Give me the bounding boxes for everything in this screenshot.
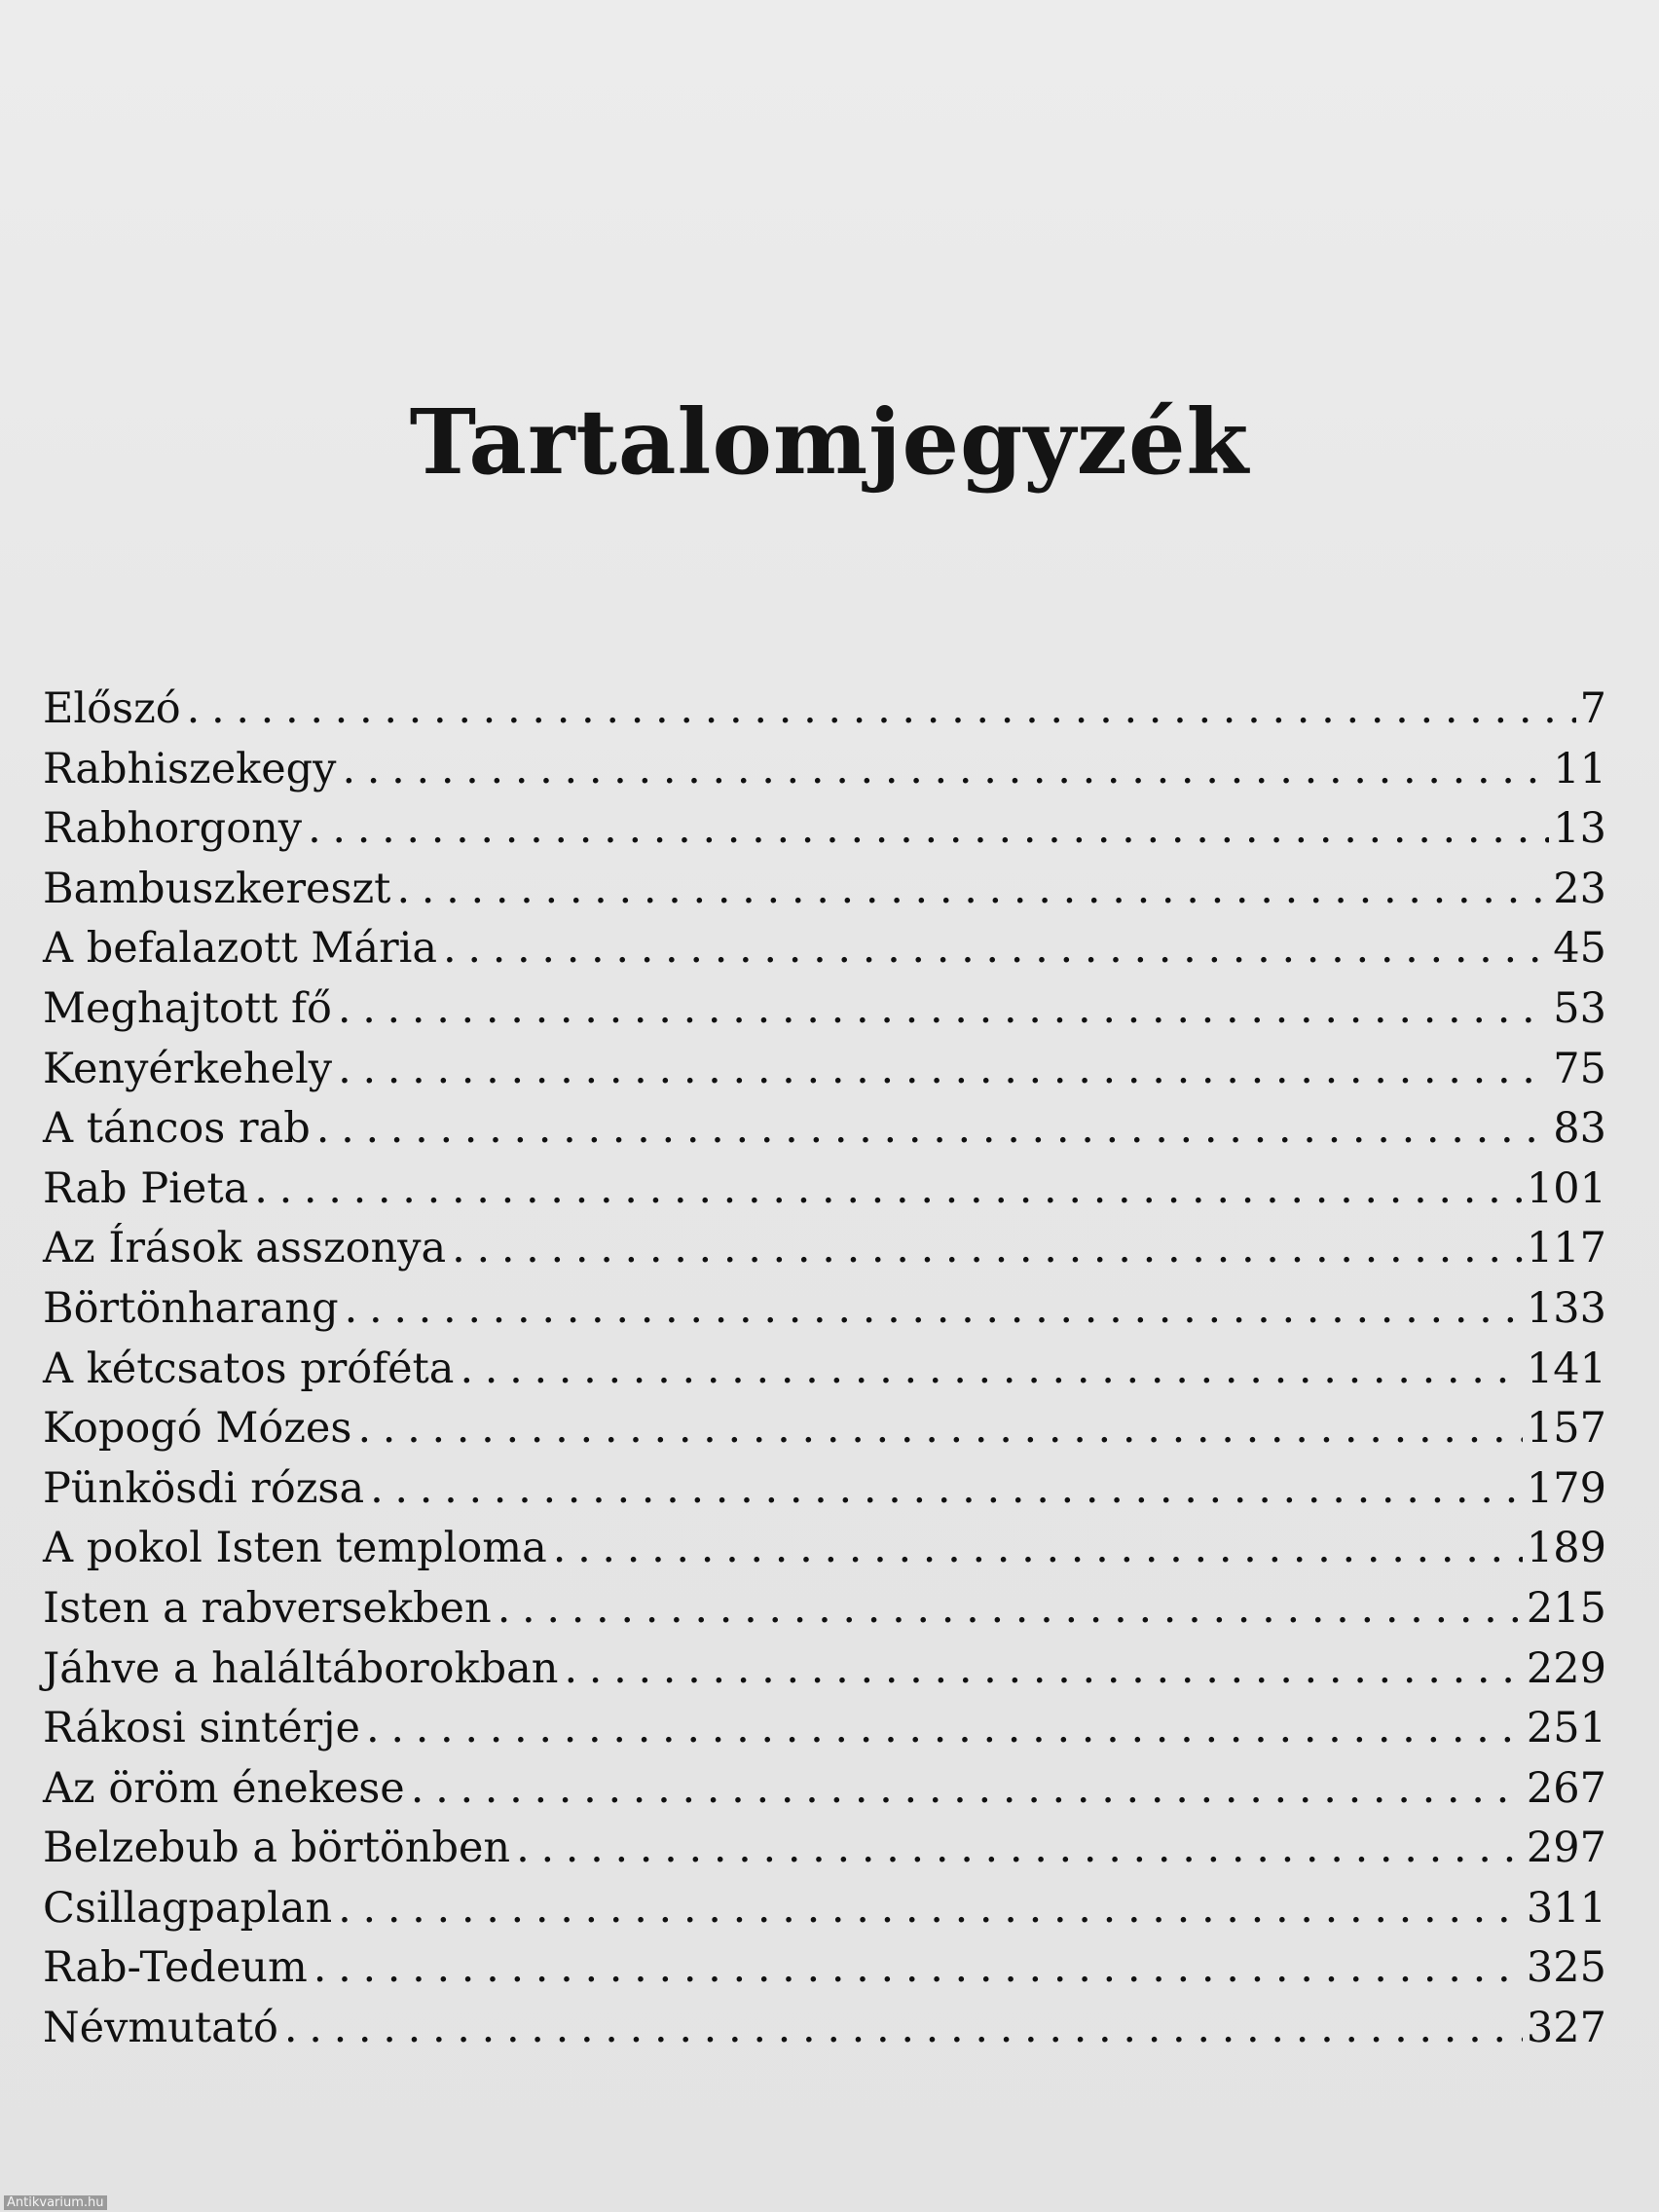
toc-entry-title: Bambuszkereszt: [43, 864, 391, 913]
toc-entry-page: 311: [1526, 1883, 1606, 1933]
toc-dot-leader: [411, 1759, 1523, 1820]
toc-dot-leader: [338, 979, 1549, 1040]
toc-dot-leader: [443, 919, 1549, 979]
toc-entry: [43, 740, 1606, 800]
toc-entry-page: 83: [1553, 1104, 1606, 1154]
toc-entry-page: 133: [1526, 1283, 1606, 1333]
toc-entry-page: 229: [1526, 1643, 1606, 1693]
toc-entry-title: Meghajtott fő: [43, 983, 332, 1033]
toc-entry: [43, 1938, 1606, 1999]
toc-entry-page: 11: [1553, 744, 1606, 793]
toc-entry-page: 23: [1553, 864, 1606, 913]
toc-entry-page: 215: [1526, 1583, 1606, 1633]
toc-entry-title: Jáhve a haláltáborokban: [43, 1643, 559, 1693]
toc-dot-leader: [345, 1279, 1523, 1340]
toc-entry-title: A kétcsatos próféta: [43, 1344, 455, 1393]
toc-entry: [43, 860, 1606, 920]
toc-entry: [43, 1459, 1606, 1520]
toc-entry-page: 13: [1553, 804, 1606, 854]
toc-dot-leader: [313, 1938, 1523, 1999]
toc-dot-leader: [284, 1999, 1523, 2059]
toc-entry: [43, 1040, 1606, 1100]
toc-dot-leader: [308, 799, 1549, 860]
toc-entry-page: 325: [1526, 1943, 1606, 1993]
toc-dot-leader: [316, 1099, 1550, 1160]
toc-entry: [43, 799, 1606, 860]
toc-entry-page: 297: [1526, 1824, 1606, 1873]
toc-entry: [43, 1099, 1606, 1160]
toc-entry-page: 157: [1526, 1404, 1606, 1454]
toc-entry: [43, 1279, 1606, 1340]
toc-entry-page: 267: [1526, 1763, 1606, 1813]
toc-entry: [43, 1819, 1606, 1879]
toc-entry: [43, 1699, 1606, 1759]
toc-entry-title: Névmutató: [43, 2004, 278, 2053]
toc-entry-title: Belzebub a börtönben: [43, 1824, 511, 1873]
toc-dot-leader: [564, 1640, 1522, 1700]
toc-entry-page: 101: [1526, 1163, 1606, 1213]
toc-entry: [43, 979, 1606, 1040]
toc-entry-page: 53: [1553, 983, 1606, 1033]
toc-entry-page: 45: [1553, 924, 1606, 974]
watermark: Antikvarium.hu: [4, 2195, 107, 2210]
table-of-contents: [43, 680, 1606, 2059]
toc-entry: [43, 1519, 1606, 1579]
toc-dot-leader: [396, 860, 1549, 920]
toc-dot-leader: [553, 1519, 1523, 1579]
toc-entry: [43, 1219, 1606, 1279]
toc-entry-page: 189: [1526, 1524, 1606, 1573]
toc-entry-title: Kopogó Mózes: [43, 1404, 352, 1454]
toc-entry: [43, 1160, 1606, 1220]
toc-entry: [43, 919, 1606, 979]
toc-entry: [43, 1640, 1606, 1700]
toc-dot-leader: [370, 1459, 1523, 1520]
toc-entry-page: 251: [1526, 1704, 1606, 1753]
toc-entry-page: 179: [1526, 1463, 1606, 1513]
toc-entry-title: Börtönharang: [43, 1283, 339, 1333]
toc-entry-title: Isten a rabversekben: [43, 1583, 492, 1633]
toc-entry-page: 141: [1526, 1344, 1606, 1393]
toc-entry: [43, 1340, 1606, 1400]
toc-dot-leader: [452, 1219, 1523, 1279]
toc-dot-leader: [338, 1879, 1523, 1939]
toc-entry-title: Az öröm énekese: [43, 1763, 405, 1813]
page-title: Tartalomjegyzék: [409, 389, 1250, 495]
toc-entry-title: Előszó: [43, 684, 181, 733]
toc-entry-title: A táncos rab: [43, 1104, 311, 1154]
toc-dot-leader: [254, 1160, 1523, 1220]
toc-dot-leader: [460, 1340, 1522, 1400]
toc-entry-title: Kenyérkehely: [43, 1044, 333, 1093]
toc-dot-leader: [498, 1579, 1523, 1640]
toc-entry-title: Rab-Tedeum: [43, 1943, 308, 1993]
toc-entry-page: 75: [1553, 1044, 1606, 1093]
toc-dot-leader: [366, 1699, 1523, 1759]
toc-entry-page: 117: [1526, 1224, 1606, 1273]
toc-dot-leader: [187, 680, 1576, 740]
toc-entry: [43, 1999, 1606, 2059]
toc-entry-title: Rákosi sintérje: [43, 1704, 361, 1753]
toc-entry: [43, 1579, 1606, 1640]
toc-dot-leader: [338, 1040, 1549, 1100]
toc-entry-title: Rabhiszekegy: [43, 744, 337, 793]
toc-entry: [43, 1759, 1606, 1820]
toc-dot-leader: [342, 740, 1549, 800]
toc-entry: [43, 1879, 1606, 1939]
toc-dot-leader: [516, 1819, 1523, 1879]
toc-entry-page: 7: [1579, 684, 1606, 733]
toc-entry-title: Csillagpaplan: [43, 1883, 333, 1933]
toc-entry-title: Rabhorgony: [43, 804, 303, 854]
toc-entry-title: Pünkösdi rózsa: [43, 1463, 365, 1513]
toc-entry-title: Az Írások asszonya: [43, 1224, 447, 1273]
toc-entry-title: Rab Pieta: [43, 1163, 249, 1213]
toc-entry: [43, 1399, 1606, 1459]
toc-entry-page: 327: [1526, 2004, 1606, 2053]
toc-entry: [43, 680, 1606, 740]
toc-entry-title: A pokol Isten temploma: [43, 1524, 547, 1573]
toc-entry-title: A befalazott Mária: [43, 924, 438, 974]
toc-dot-leader: [357, 1399, 1522, 1459]
